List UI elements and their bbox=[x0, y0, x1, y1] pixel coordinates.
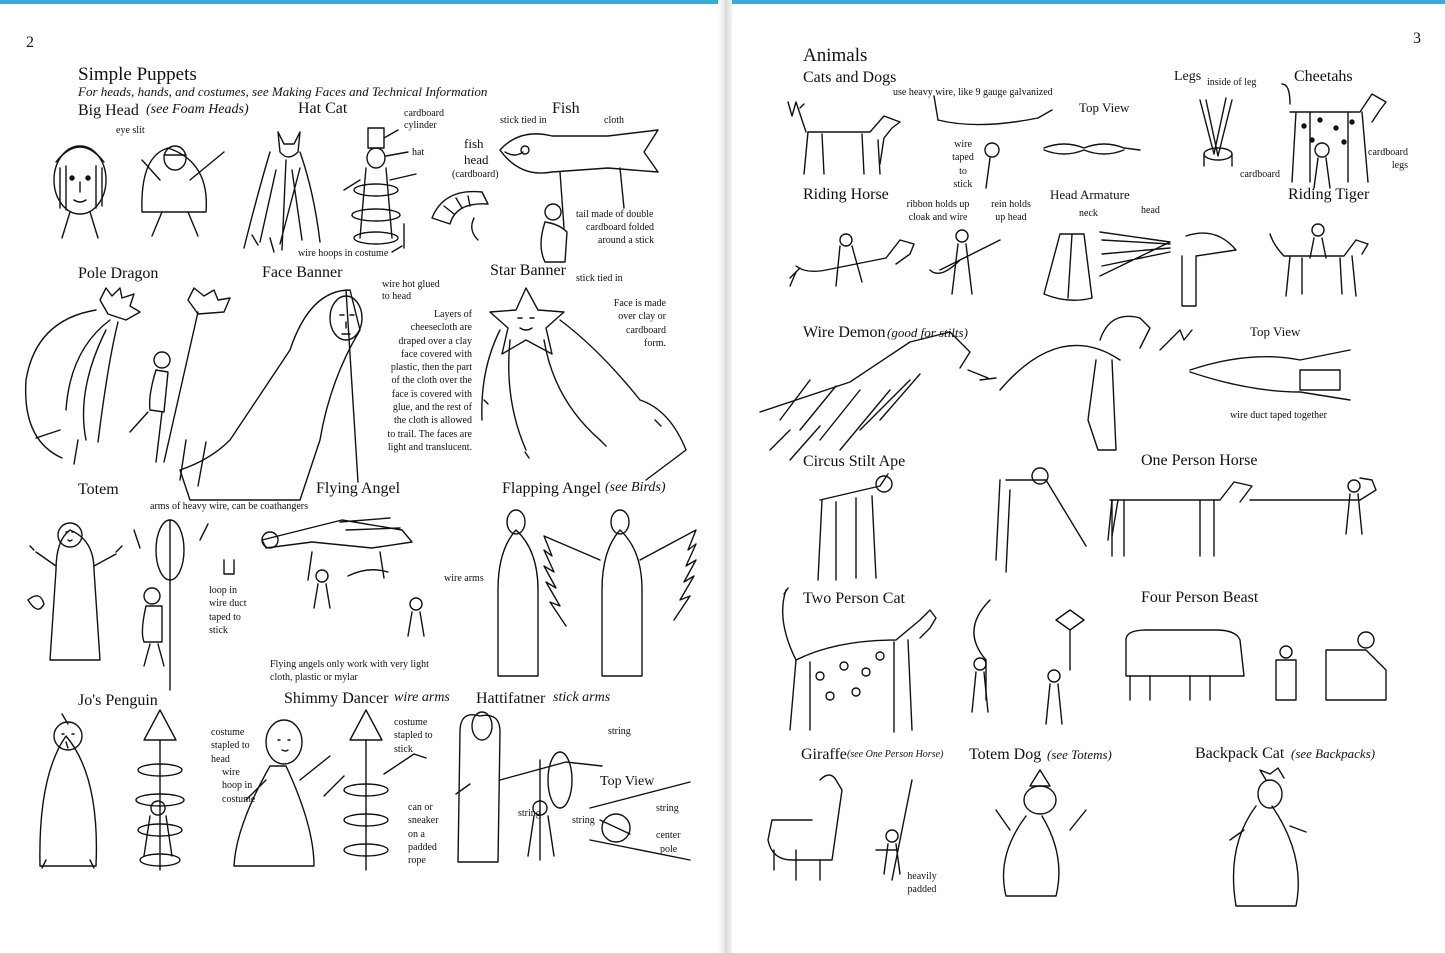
flying-angel-title: Flying Angel bbox=[316, 480, 401, 497]
sneaker-label bbox=[408, 801, 439, 867]
riding-tiger-drawing bbox=[1270, 224, 1368, 296]
face-banner-desc-line: draped over a clay bbox=[398, 335, 472, 347]
face-banner-desc-line: plastic, then the part bbox=[390, 362, 472, 374]
wire-demon-title: Wire Demon bbox=[803, 324, 886, 341]
four-person-beast-title: Four Person Beast bbox=[1141, 589, 1259, 606]
ribbon-line: cloak and wire bbox=[908, 212, 968, 224]
circus-stilt-ape-title: Circus Stilt Ape bbox=[803, 453, 906, 470]
star-banner-desc-line: Face is made bbox=[613, 298, 666, 309]
loop-wire-line: loop in bbox=[209, 585, 238, 596]
fish-tail-label-2: cardboard folded bbox=[586, 222, 655, 233]
big-head-title: Big Head bbox=[78, 102, 139, 119]
animals-title: Animals bbox=[803, 45, 868, 66]
legs-armature-drawing bbox=[1200, 98, 1232, 166]
dancer-costume-label bbox=[394, 716, 433, 756]
dancer-costume-line: stapled to bbox=[394, 730, 433, 742]
wire-hoops-label: wire hoops in costume bbox=[298, 248, 389, 259]
sneaker-line: rope bbox=[408, 855, 426, 867]
penguin-wire-hoop-line: hoop in bbox=[222, 780, 253, 792]
giraffe-drawing bbox=[768, 775, 912, 880]
hat-cat-cylinder-label: cylinder bbox=[404, 120, 437, 131]
face-banner-drawing bbox=[180, 290, 362, 500]
star-banner-description bbox=[594, 297, 666, 350]
head-armature-head-label: head bbox=[1141, 205, 1160, 216]
riding-tiger-title: Riding Tiger bbox=[1288, 186, 1370, 203]
hattifatner-title: Hattifatner bbox=[476, 690, 546, 707]
fish-cloth-label: cloth bbox=[604, 115, 624, 126]
cheetah-legs-line: legs bbox=[1391, 160, 1408, 172]
face-banner-desc-line: the cloth is allowed bbox=[393, 415, 472, 427]
face-banner-desc-line: to trail. The faces are bbox=[387, 428, 472, 440]
eye-slit-label: eye slit bbox=[116, 125, 145, 136]
star-banner-desc-line: form. bbox=[644, 337, 666, 349]
heavy-wire-arms-label: arms of heavy wire, can be coathangers bbox=[150, 501, 308, 512]
wire-taped-line: taped to bbox=[952, 152, 974, 177]
legs-title: Legs bbox=[1174, 69, 1202, 84]
wire-hot-glued-label-1: wire hot glued bbox=[382, 279, 440, 290]
loop-wire-line: taped to bbox=[209, 611, 241, 623]
wire-hot-glued-label-2: to head bbox=[382, 291, 412, 302]
big-head-ref: (see Foam Heads) bbox=[146, 102, 249, 117]
head-armature-neck-label: neck bbox=[1079, 208, 1098, 219]
fish-stick-tied-label: stick tied in bbox=[500, 115, 547, 126]
legs-cardboard-label: cardboard bbox=[1240, 169, 1280, 180]
face-banner-desc-line: Layers of bbox=[433, 309, 472, 320]
left-page-number: 2 bbox=[26, 34, 34, 51]
sneaker-line: padded bbox=[408, 841, 437, 853]
wire-taped-label bbox=[948, 138, 978, 191]
hat-cat-puppet-drawing bbox=[244, 128, 416, 252]
cheetah-legs-label bbox=[1368, 146, 1408, 173]
penguin-costume-line: stapled to bbox=[211, 740, 250, 752]
sneaker-line: on a bbox=[408, 828, 425, 840]
flying-angel-note-1: Flying angels only work with very light bbox=[270, 659, 429, 670]
head-armature-title: Head Armature bbox=[1050, 187, 1130, 202]
flying-angel-puppet-drawing bbox=[262, 518, 424, 636]
simple-puppets-title: Simple Puppets bbox=[78, 64, 197, 85]
fish-title: Fish bbox=[552, 100, 580, 117]
four-person-beast-drawing bbox=[1126, 630, 1386, 700]
wire-demon-top-view-label: Top View bbox=[1250, 324, 1301, 339]
right-page-number: 3 bbox=[1413, 30, 1421, 47]
fish-head-label-1: fish bbox=[464, 136, 484, 151]
legs-inside-label: inside of leg bbox=[1207, 77, 1257, 88]
heavily-padded-line: heavily bbox=[907, 871, 937, 882]
cheetahs-title: Cheetahs bbox=[1294, 68, 1353, 85]
dancer-costume-line: costume bbox=[394, 717, 428, 728]
big-head-puppet-drawing bbox=[54, 146, 224, 238]
flapping-angel-puppet-drawing bbox=[498, 510, 696, 676]
pole-dragon-title: Pole Dragon bbox=[78, 265, 159, 282]
penguin-wire-hoop-line: costume bbox=[222, 793, 256, 805]
penguin-costume-line: costume bbox=[211, 727, 245, 738]
face-banner-description bbox=[372, 308, 472, 454]
star-banner-stick-tied-label: stick tied in bbox=[576, 273, 623, 284]
totem-title: Totem bbox=[78, 481, 119, 498]
hattifatner-top-view-label: Top View bbox=[600, 774, 655, 789]
heavily-padded-line: padded bbox=[907, 884, 937, 896]
cats-top-view-label: Top View bbox=[1079, 100, 1130, 115]
giraffe-title: Giraffe bbox=[801, 746, 847, 763]
hattifatner-string-label-2: string bbox=[656, 803, 679, 814]
star-banner-title: Star Banner bbox=[490, 262, 566, 279]
two-person-cat-drawing bbox=[783, 588, 1084, 732]
one-person-horse-drawing bbox=[1108, 478, 1376, 556]
fish-tail-label-3: around a stick bbox=[598, 235, 655, 246]
heavy-wire-note: use heavy wire, like 9 gauge galvanized bbox=[893, 87, 1053, 98]
ribbon-line: ribbon holds up bbox=[906, 199, 970, 210]
sneaker-line: sneaker bbox=[408, 815, 439, 827]
face-banner-title: Face Banner bbox=[262, 264, 343, 281]
backpack-cat-ref: (see Backpacks) bbox=[1291, 746, 1376, 761]
face-banner-desc-line: light and translucent. bbox=[387, 441, 472, 453]
center-pole-label-1: center bbox=[656, 830, 681, 841]
jos-penguin-title: Jo's Penguin bbox=[78, 692, 158, 709]
riding-horse-title: Riding Horse bbox=[803, 186, 889, 203]
shimmy-dancer-sub: wire arms bbox=[394, 690, 450, 705]
pole-dragon-puppet-drawing bbox=[26, 288, 230, 464]
fish-tail-label-1: tail made of double bbox=[576, 209, 654, 220]
penguin-wire-hoop-line: wire bbox=[222, 767, 240, 778]
wire-taped-line: stick bbox=[953, 178, 973, 190]
one-person-horse-title: One Person Horse bbox=[1141, 452, 1258, 469]
flapping-angel-title: Flapping Angel bbox=[502, 480, 602, 497]
flying-angel-note-2: cloth, plastic or mylar bbox=[270, 672, 358, 683]
giraffe-ref: (see One Person Horse) bbox=[847, 749, 944, 760]
cats-and-dogs-title: Cats and Dogs bbox=[803, 69, 897, 86]
penguin-costume-line: head bbox=[211, 753, 230, 765]
hat-cat-title: Hat Cat bbox=[298, 100, 348, 117]
loop-wire-label bbox=[209, 584, 247, 637]
backpack-cat-title: Backpack Cat bbox=[1195, 745, 1285, 762]
cheetah-legs-line: cardboard bbox=[1368, 147, 1408, 158]
backpack-cat-drawing bbox=[1230, 768, 1306, 906]
sneaker-line: can or bbox=[408, 802, 433, 813]
circus-stilt-ape-drawing bbox=[818, 468, 1086, 580]
penguin-costume-label bbox=[211, 726, 250, 766]
flapping-angel-ref: (see Birds) bbox=[605, 480, 666, 495]
totem-dog-ref: (see Totems) bbox=[1047, 747, 1112, 762]
loop-wire-line: wire duct bbox=[209, 598, 247, 610]
rein-line: up head bbox=[995, 212, 1027, 224]
face-banner-desc-line: cheesecloth are bbox=[410, 322, 472, 334]
totem-puppet-drawing bbox=[28, 520, 234, 690]
shimmy-dancer-title: Shimmy Dancer bbox=[284, 690, 389, 707]
face-banner-desc-line: of the cloth over the bbox=[391, 375, 472, 387]
wire-arms-label: wire arms bbox=[444, 573, 484, 584]
hattifatner-string-label: string bbox=[608, 726, 631, 737]
totem-dog-drawing bbox=[996, 770, 1086, 896]
ribbon-label bbox=[898, 198, 978, 225]
penguin-wire-hoop-label bbox=[222, 766, 255, 806]
fish-head-label-3: (cardboard) bbox=[452, 169, 499, 180]
dancer-costume-line: stick bbox=[394, 743, 413, 755]
rein-line: rein holds bbox=[991, 199, 1031, 210]
hattifatner-string-label-3: string bbox=[518, 808, 541, 819]
wire-demon-ref: (good for stilts) bbox=[887, 325, 968, 340]
star-banner-desc-line: over clay or bbox=[618, 311, 666, 323]
hattifatner-puppet-drawing bbox=[456, 712, 690, 862]
star-banner-desc-line: cardboard bbox=[626, 324, 666, 336]
hat-cat-cardboard-label: cardboard bbox=[404, 108, 444, 119]
center-pole-label-2: pole bbox=[660, 844, 678, 855]
jos-penguin-puppet-drawing bbox=[40, 710, 184, 870]
rein-label bbox=[986, 198, 1036, 225]
heavily-padded-label bbox=[902, 870, 942, 897]
simple-puppets-subtitle: For heads, hands, and costumes, see Making Faces and Technical Information bbox=[78, 84, 488, 99]
fish-head-label-2: head bbox=[464, 152, 489, 167]
two-person-cat-title: Two Person Cat bbox=[803, 590, 905, 607]
face-banner-desc-line: face is covered with bbox=[391, 388, 472, 400]
wire-taped-line: wire bbox=[954, 139, 972, 150]
loop-wire-line: stick bbox=[209, 624, 228, 636]
face-banner-desc-line: glue, and the rest of bbox=[392, 402, 472, 414]
face-banner-desc-line: face covered with bbox=[400, 348, 472, 360]
hattifatner-string-label-4: string bbox=[572, 815, 595, 826]
head-armature-drawing bbox=[1044, 232, 1236, 306]
hattifatner-sub: stick arms bbox=[553, 690, 611, 705]
riding-horse-drawing bbox=[790, 230, 1000, 294]
totem-dog-title: Totem Dog bbox=[969, 746, 1042, 763]
hat-cat-hat-label: hat bbox=[412, 147, 425, 158]
wire-duct-label: wire duct taped together bbox=[1230, 410, 1327, 421]
